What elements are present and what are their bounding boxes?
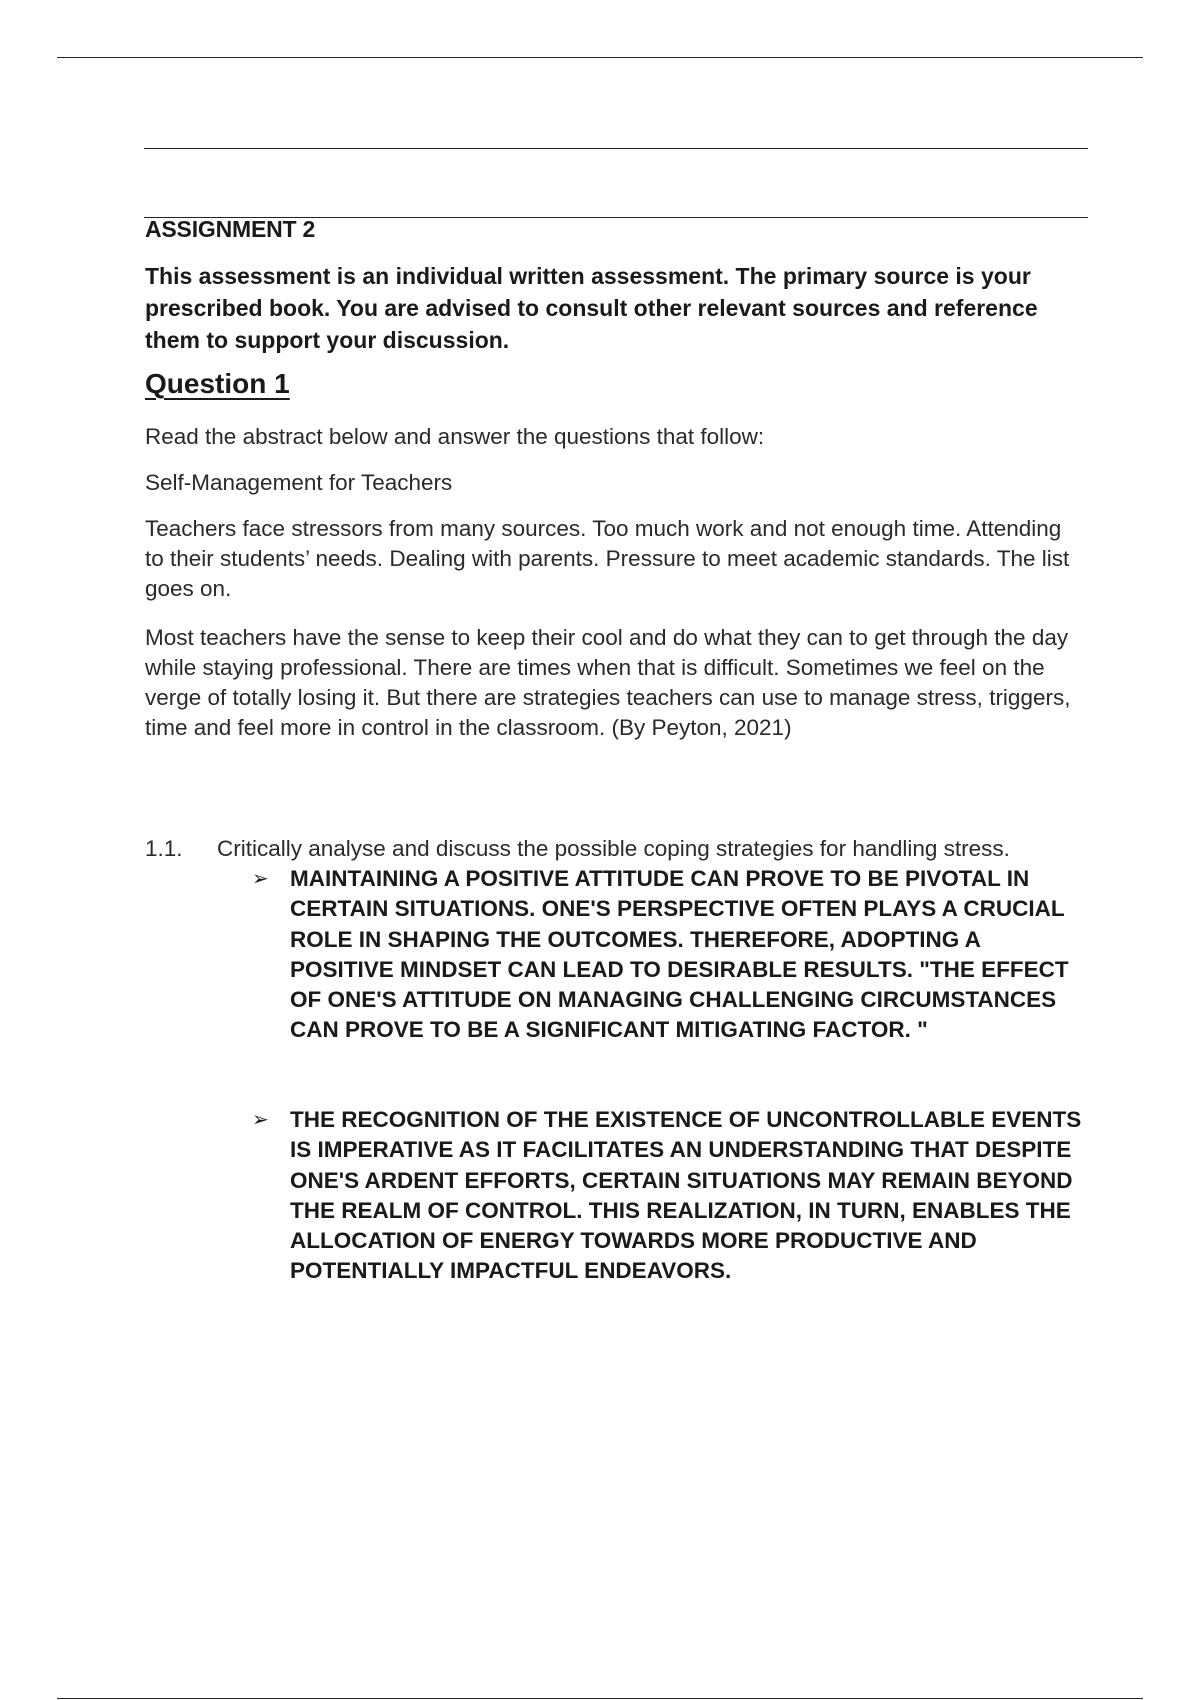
answer-text: THE RECOGNITION OF THE EXISTENCE OF UNCONTROLLABLE EVENTS IS IMPERATIVE AS IT FACILITATES AN UNDERSTANDING THAT DESPITE ONE'S ARDENT EFFORTS, CERTAIN SITUATIONS MAY REMAIN BEYOND THE REALM OF CONTROL. THIS REALIZATION, IN TURN, ENABLES THE ALLOCATION OF ENERGY TOWARDS MORE PRODUCTIVE AND POTENTIALLY IMPACTFUL ENDEAVORS. xyxy=(290,1107,1082,1284)
page-top-rule xyxy=(57,57,1143,58)
question-heading: Question 1 xyxy=(145,368,290,399)
question-text: Critically analyse and discuss the possible coping strategies for handling stress. xyxy=(217,836,1010,861)
arrow-bullet-icon: ➢ xyxy=(252,868,269,890)
abstract-paragraph: Most teachers have the sense to keep their cool and do what they can to get through the day while staying professional. There are times when that is difficult. Sometimes we feel on the verge of totally losing it. But there are strategies teachers can use to manage stress, triggers, time and feel more in control in the classroom. (By Peyton, 2021) xyxy=(145,625,1071,740)
assignment-title: ASSIGNMENT 2 xyxy=(145,216,316,242)
arrow-bullet-icon: ➢ xyxy=(252,1109,269,1131)
page-bottom-rule xyxy=(57,1698,1143,1699)
answer-text: MAINTAINING A POSITIVE ATTITUDE CAN PROVE TO BE PIVOTAL IN CERTAIN SITUATIONS. ONE'S PERSPECTIVE OFTEN PLAYS A CRUCIAL ROLE IN SHAPING THE OUTCOMES. THEREFORE, ADOPTING A POSITIVE MINDSET CAN LEAD TO DESIRABLE RESULTS. "THE EFFECT OF ONE'S ATTITUDE ON MANAGING CHALLENGING CIRCUMSTANCES CAN PROVE TO BE A SIGNIFICANT MITIGATING FACTOR. " xyxy=(290,866,1069,1043)
question-number: 1.1. xyxy=(145,836,183,861)
abstract-title: Self-Management for Teachers xyxy=(145,470,453,495)
instruction-text: Read the abstract below and answer the questions that follow: xyxy=(145,424,765,449)
header-rule-upper xyxy=(144,148,1088,149)
intro-paragraph: This assessment is an individual written assessment. The primary source is your prescribed book. You are advised to consult other relevant sources and reference them to support your discussion. xyxy=(145,263,1038,353)
abstract-paragraph: Teachers face stressors from many sources. Too much work and not enough time. Attending to their students’ needs. Dealing with parents. Pressure to meet academic standards. The list goes on. xyxy=(145,516,1070,601)
